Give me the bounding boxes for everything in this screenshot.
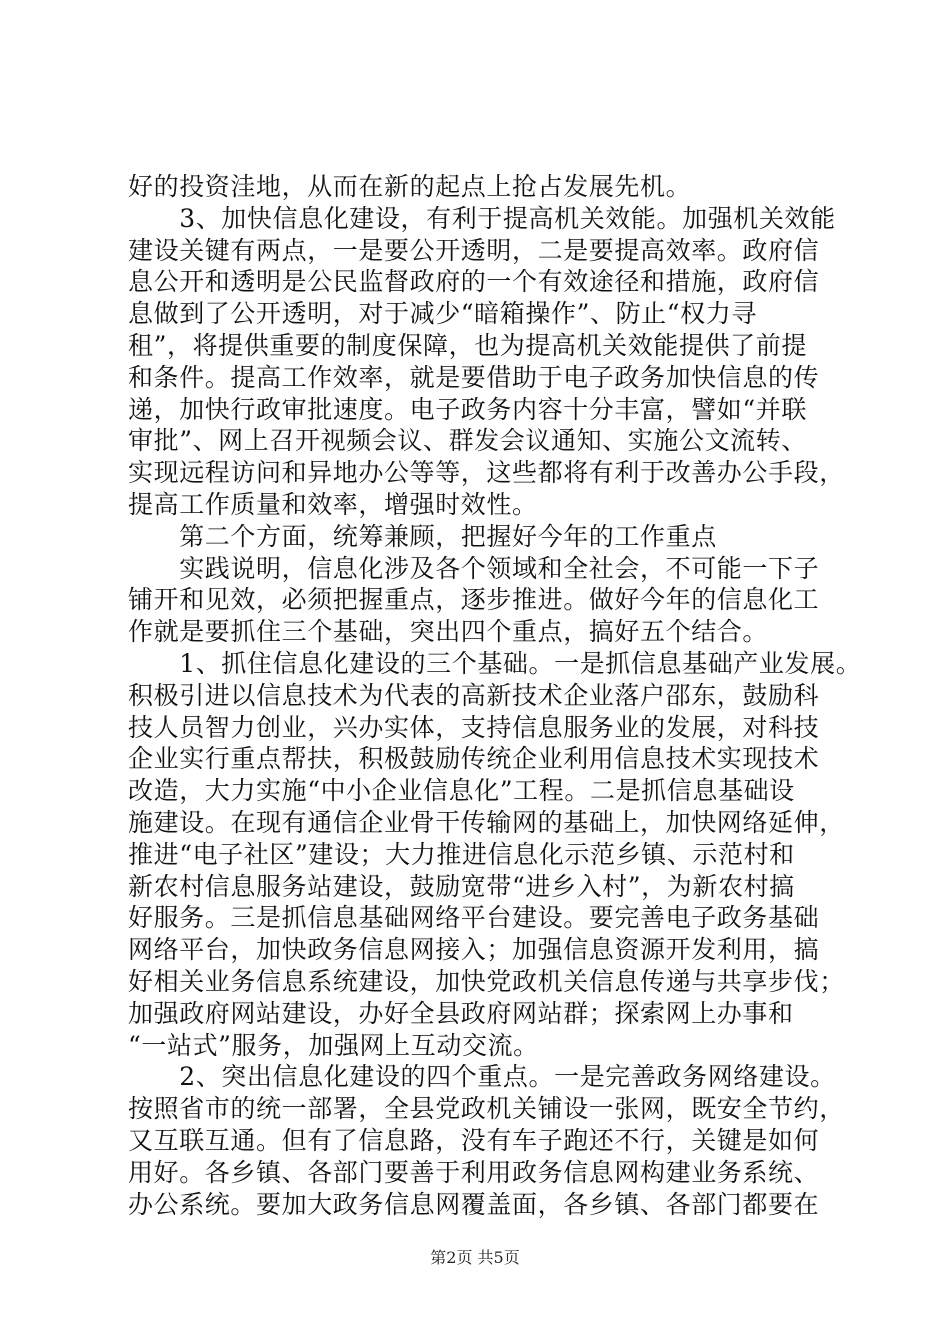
- text-line: 1、抓住信息化建设的三个基础。一是抓信息基础产业发展。: [128, 649, 862, 678]
- text-line: 和条件。提高工作效率，就是要借助于电子政务加快信息的传: [128, 363, 820, 392]
- text-line: 好的投资洼地，从而在新的起点上抢占发展先机。: [128, 172, 692, 201]
- text-line: “一站式”服务，加强网上互动交流。: [128, 1031, 539, 1060]
- text-line: 作就是要抓住三个基础，突出四个重点，搞好五个结合。: [128, 617, 769, 646]
- text-line: 加强政府网站建设，办好全县政府网站群；探索网上办事和: [128, 999, 794, 1028]
- page-number-footer: 第2页 共5页: [430, 1248, 520, 1267]
- text-line: 好服务。三是抓信息基础网络平台建设。要完善电子政务基础: [128, 903, 820, 932]
- text-line: 改造，大力实施“中小企业信息化”工程。二是抓信息基础设: [128, 776, 795, 805]
- text-line: 施建设。在现有通信企业骨干传输网的基础上，加快网络延伸，: [128, 808, 845, 837]
- text-line: 3、加快信息化建设，有利于提高机关效能。加强机关效能: [128, 204, 836, 233]
- text-line: 推进“电子社区”建设；大力推进信息化示范乡镇、示范村和: [128, 840, 795, 869]
- text-line: 技人员智力创业，兴办实体，支持信息服务业的发展，对科技: [128, 713, 820, 742]
- text-line: 实现远程访问和异地办公等等，这些都将有利于改善办公手段，: [128, 458, 845, 487]
- text-line: 息做到了公开透明，对于减少“暗箱操作”、防止“权力寻: [128, 299, 757, 328]
- text-line: 递，加快行政审批速度。电子政务内容十分丰富，譬如“并联: [128, 395, 807, 424]
- text-line: 用好。各乡镇、各部门要善于利用政务信息网构建业务系统、: [128, 1158, 820, 1187]
- text-line: 积极引进以信息技术为代表的高新技术企业落户邵东，鼓励科: [128, 681, 820, 710]
- text-line: 审批”、网上召开视频会议、群发会议通知、实施公文流转、: [128, 426, 807, 455]
- text-line: 办公系统。要加大政务信息网覆盖面，各乡镇、各部门都要在: [128, 1190, 820, 1219]
- text-line: 提高工作质量和效率，增强时效性。: [128, 490, 538, 519]
- text-line: 又互联互通。但有了信息路，没有车子跑还不行，关键是如何: [128, 1126, 820, 1155]
- text-line: 网络平台，加快政务信息网接入；加强信息资源开发利用，搞: [128, 935, 820, 964]
- text-line: 息公开和透明是公民监督政府的一个有效途径和措施，政府信: [128, 267, 820, 296]
- text-line: 建设关键有两点，一是要公开透明，二是要提高效率。政府信: [128, 236, 820, 265]
- text-line: 新农村信息服务站建设，鼓励宽带“进乡入村”，为新农村搞: [128, 872, 795, 901]
- text-line: 铺开和见效，必须把握重点，逐步推进。做好今年的信息化工: [128, 585, 820, 614]
- text-line: 2、突出信息化建设的四个重点。一是完善政务网络建设。: [128, 1062, 836, 1091]
- text-line: 按照省市的统一部署，全县党政机关铺设一张网，既安全节约，: [128, 1094, 845, 1123]
- section-heading: 第二个方面，统筹兼顾，把握好今年的工作重点: [128, 522, 717, 551]
- text-line: 租”，将提供重要的制度保障，也为提高机关效能提供了前提: [128, 331, 807, 360]
- text-line: 企业实行重点帮扶，积极鼓励传统企业利用信息技术实现技术: [128, 744, 820, 773]
- text-line: 实践说明，信息化涉及各个领域和全社会，不可能一下子: [128, 554, 820, 583]
- text-line: 好相关业务信息系统建设，加快党政机关信息传递与共享步伐；: [128, 967, 845, 996]
